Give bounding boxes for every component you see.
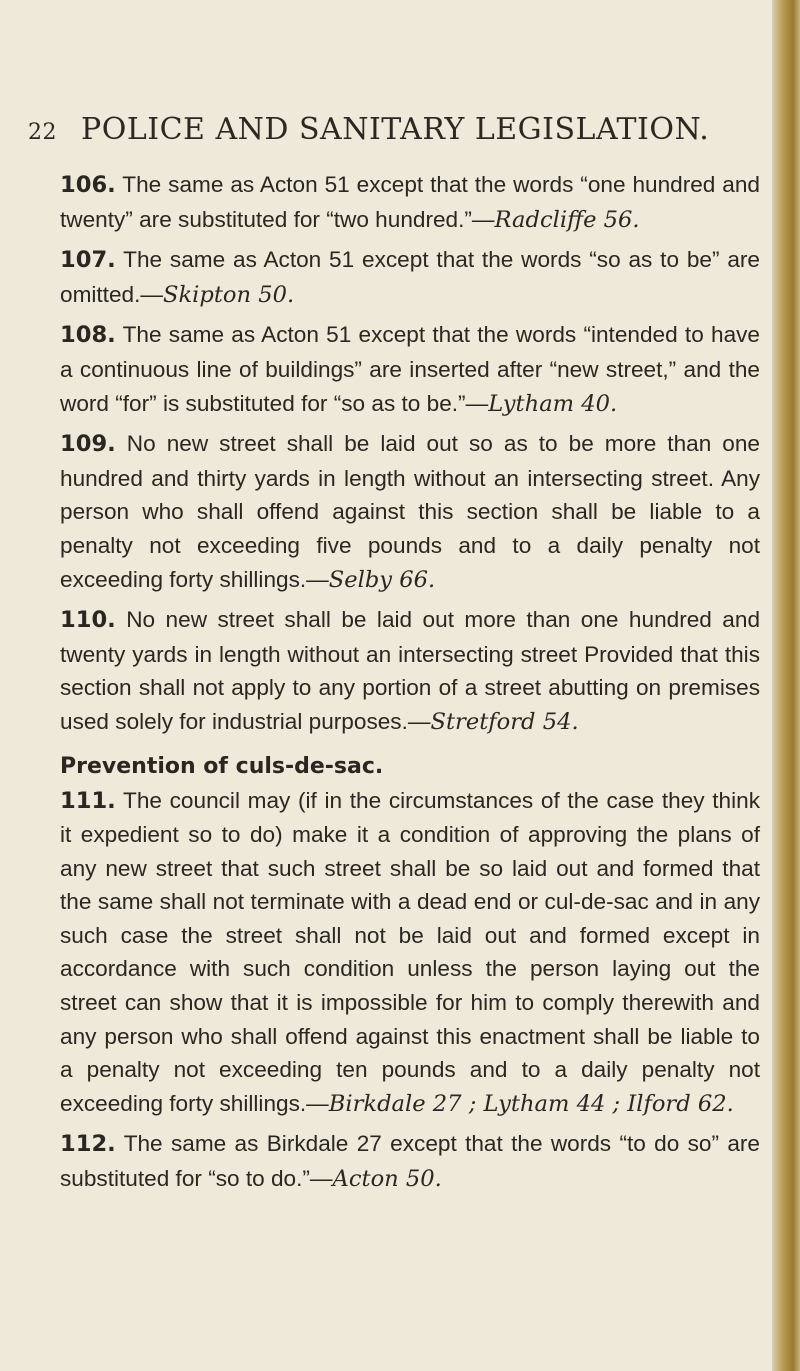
section-number: 106. (60, 172, 116, 198)
page-edge (772, 0, 800, 1371)
section-heading: Prevention of culs-de-sac. (60, 753, 384, 779)
section-text: The same as Birkdale 27 except that the words “to do so” are substituted for “so to do.”— (60, 1131, 760, 1192)
section-text: The same as Acton 51 except that the words “intended to have a continuous line of buildings” are inserted after “new street,” and the word “for” is substituted for “so as to be.”— (60, 322, 760, 416)
section-106 (60, 168, 760, 237)
section-number: 108. (60, 322, 116, 349)
section-citation: Acton 50. (332, 1166, 442, 1193)
section-text: The same as Acton 51 except that the words “one hundred and twenty” are substituted for “two hundred.”— (60, 172, 760, 232)
section-number: 112. (60, 1131, 116, 1158)
running-title: POLICE AND SANITARY LEGISLATION. (81, 112, 710, 147)
section-107 (60, 243, 760, 312)
section-text: No new street shall be laid out so as to be more than one hundred and thirty yards in length without an intersecting street. Any person who shall offend against this section shall be liable to a penalty not exceeding five pounds and to a daily penalty not exceeding forty shillings.— (60, 431, 760, 592)
section-number: 109. (60, 431, 116, 458)
page-number: 22 (28, 120, 57, 145)
section-number: 110. (60, 607, 116, 634)
running-header (28, 112, 709, 147)
section-number: 107. (60, 247, 116, 274)
section-citation: Stretford 54. (430, 708, 579, 735)
section-text: No new street shall be laid out more than one hundred and twenty yards in length without an intersecting street Provided that this section shall not apply to any portion of a street abutting on premises used solely for industrial purposes.— (60, 607, 761, 734)
page-body (60, 168, 760, 1203)
section-112 (60, 1127, 760, 1196)
section-text: The council may (if in the circumstances of the case they think it expedient so to do) make it a condition of approving the plans of any new street that such street shall be so laid out and formed that the same shall not terminate with a dead end or cul-de-sac and in any such case the street shall not be laid out and formed except in accordance with such condition unless the person laying out the street can show that it is impossible for him to comply therewith and any person who shall offend against this enactment shall be liable to a penalty not exceeding ten pounds and to a daily penalty not exceeding forty shillings.— (60, 787, 761, 1116)
section-110 (60, 603, 760, 739)
section-citation: Lytham 40. (488, 390, 618, 417)
section-text: The same as Acton 51 except that the words “so as to be” are omitted.— (60, 247, 760, 307)
section-number: 111. (60, 787, 116, 814)
section-109 (60, 427, 760, 597)
section-citation: Radcliffe 56. (494, 206, 640, 233)
section-111 (60, 784, 760, 1122)
section-citation: Skipton 50. (162, 281, 295, 308)
section-citation: Selby 66. (328, 566, 436, 593)
section-108 (60, 318, 760, 421)
section-citation: Birkdale 27 ; Lytham 44 ; Ilford 62. (328, 1090, 734, 1117)
